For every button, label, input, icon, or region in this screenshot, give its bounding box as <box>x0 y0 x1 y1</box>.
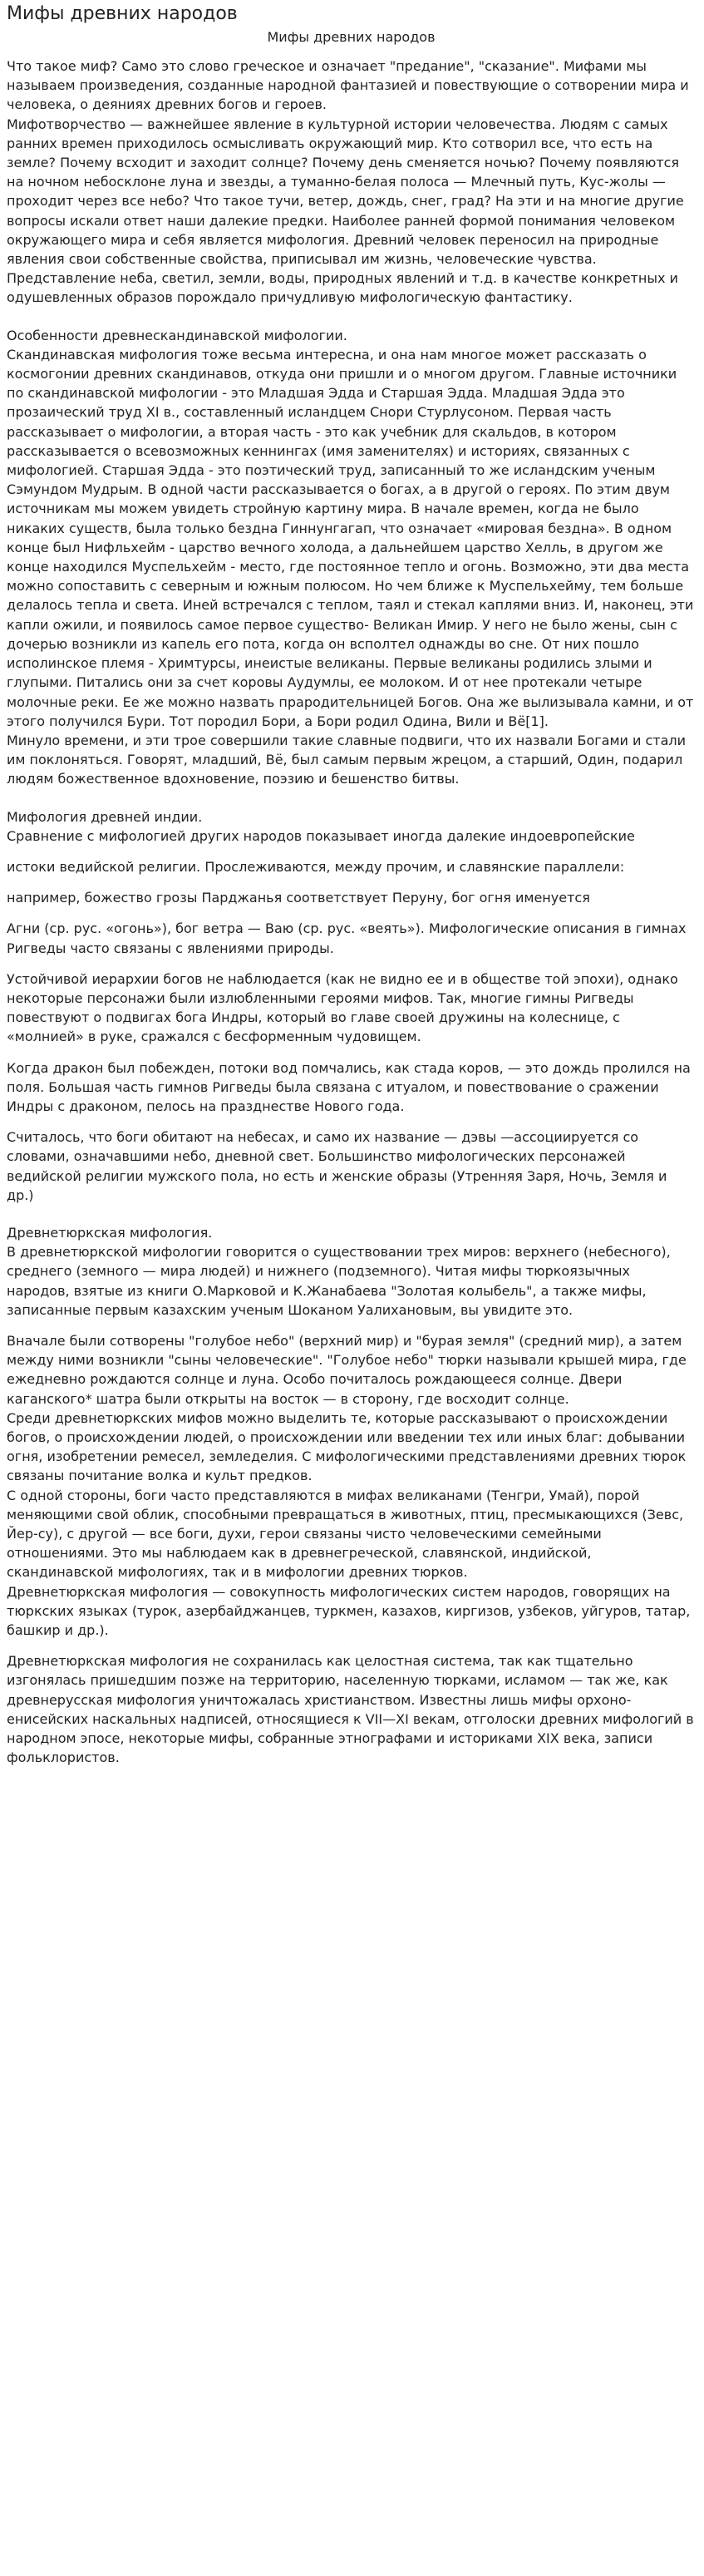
page-title: Мифы древних народов <box>7 3 238 24</box>
paragraph-scandinavian-edda: Скандинавская мифология тоже весьма интересна, и она нам многое может рассказать о космогонии древних скандинавов, откуда они пришли и о многом другом. Главные источники по скандинавской мифологии - это Младшая Эдда и Старшая Эдда. Младшая Эдда это прозаический труд XI в., составленный исландцем Снори Стурлусоном. Первая часть рассказывает о мифологии, а вторая часть - это как учебник для скальдов, в котором рассказывается о всевозможных кеннингах (имя заменителях) и историях, связанных с мифологией. Старшая Эдда - это поэтический труд, записанный то же исландским ученым Сэмундом Мудрым. В одной части рассказывается о богах, а в другой о героях. По этим двум источникам мы можем увидеть стройную картину мира. В начале времен, когда не было никаких существ, была только бездна Гиннунгагап, что означает «мировая бездна». В одном конце был Нифльхейм - царство вечного холода, а дальнейшем царство Хелль, в другом же конце находился Муспельхейм - место, где постоянное тепло и огонь. Возможно, эти два места можно сопоставить с северным и южным полюсом. Но чем ближе к Муспельхейму, тем больше делалось тепла и света. Иней встречался с теплом, таял и стекал каплями вниз. И, наконец, эти капли ожили, и появилось самое первое существо- Великан Имир. У него не было жены, сын с дочерью возникли из капель его пота, когда он всполтел однажды во сне. От них пошло исполинское племя - Хримтурсы, инеистые великаны. Первые великаны родились злыми и глупыми. Питались они за счет коровы Аудумлы, ее молоком. И от нее протекали четыре молочные реки. Ее же можно назвать прародительницей Богов. Она же вылизывала камни, и от этого получился Бури. Тот породил Бори, а Бори родил Одина, Вили и Вё[1]. <box>7 346 694 729</box>
article-subtitle: Мифы древних народов <box>267 29 436 45</box>
section-heading-turkic: Древнетюркская мифология. <box>7 1224 213 1241</box>
paragraph-india-agni: Агни (ср. рус. «огонь»), бог ветра — Ваю (ср. рус. «веять»). Мифологические описания в гимнах Ригведы часто связаны с явлениями природы. <box>7 920 687 956</box>
paragraph-scandinavian-gods: Минуло времени, и эти трое совершили такие славные подвиги, что их назвали Богами и стали им поклоняться. Говорят, младший, Вё, был самым первым жрецом, а старший, Один, подарил людям божественное вдохновение, поэзию и бешенство битвы. <box>7 732 687 787</box>
paragraph-turkic-definition: Древнетюркская мифология — совокупность мифологических систем народов, говорящих на тюркских языках (турок, азербайджанцев, туркмен, казахов, киргизов, узбеков, уйгуров, татар, башкир и др.). <box>7 1583 691 1639</box>
article-body <box>7 57 696 1767</box>
section-heading-scandinavian: Особенности древнескандинавской мифологии. <box>7 327 347 343</box>
paragraph-india-parjanya: например, божество грозы Парджанья соответствует Перуну, бог огня именуется <box>7 890 590 906</box>
paragraph-india-dragon: Когда дракон был побежден, потоки вод помчались, как стада коров, — это дождь пролился на поля. Большая часть гимнов Ригведы была связана с итуалом, и повествование о сражении Индры с драконом, пелось на празднестве Нового года. <box>7 1059 691 1114</box>
paragraph-india-comparison: Сравнение с мифологией других народов показывает иногда далекие индоевропейские <box>7 827 635 844</box>
paragraph-myth-definition: Что такое миф? Само это слово греческое и означает "предание", "сказание". Мифами мы называем произведения, созданные народной фантазией и повествующие о сотворении мира и человека, о деяниях древних богов и героев. <box>7 58 689 113</box>
paragraph-myth-creation: Мифотворчество — важнейшее явление в культурной истории человечества. Людям с самых ранних времен приходилось осмысливать окружающий мир. Кто сотворил все, что есть на земле? Почему всходит и заходит солнце? Почему день сменяется ночью? Почему появляются на ночном небосклоне луна и звезды, а туманно-белая полоса — Млечный путь, Кус-жолы — проходит через все небо? Что такое тучи, ветер, дождь, снег, град? На эти и на многие другие вопросы искали ответ наши далекие предки. Наиболее ранней формой понимания человеком окружающего мира и себя является мифология. Древний человек переносил на природные явления свои собственные свойства, приписывал им жизнь, человеческие чувства. Представление неба, светил, земли, воды, природных явлений и т.д. в качестве конкретных и одушевленных образов порождало причудливую мифологическую фантастику. <box>7 116 684 306</box>
section-heading-india: Мифология древней индии. <box>7 808 203 825</box>
paragraph-turkic-myth-types: Среди древнетюркских мифов можно выделить те, которые рассказывают о происхождении богов, о происхождении людей, о происхождении или введении тех или иных благ: добывании огня, изобретении ремесел, земледелия. С мифологическими представлениями древних тюрок связаны почитание волка и культ предков. <box>7 1409 687 1484</box>
paragraph-turkic-three-worlds: В древнетюркской мифологии говорится о существовании трех миров: верхнего (небесного), среднего (земного — мира людей) и нижнего (подземного). Читая мифы тюркоязычных народов, взятые из книги О.Марковой и К.Жанабаева "Золотая колыбель", а также мифы, записанные первым казахским ученым Шоканом Уалихановым, вы увидите это. <box>7 1244 671 1318</box>
paragraph-india-indra: Устойчивой иерархии богов не наблюдается (как не видно ее и в обществе той эпохи), однако некоторые персонажи были излюбленными героями мифов. Так, многие гимны Ригведы повествуют о подвигах бога Индры, который во главе своей дружины на колеснице, с «молнией» в руке, сражался с бесформенным чудовищем. <box>7 970 678 1045</box>
paragraph-turkic-blue-sky: Вначале были сотворены "голубое небо" (верхний мир) и "бурая земля" (средний мир), а затем между ними возникли "сыны человеческие". "Голубое небо" тюрки называли крышей мира, где ежедневно рождаются солнце и луна. Особо почиталось рождающееся солнце. Двери каганского* шатра были открыты на восток — в сторону, где восходит солнце. <box>7 1332 687 1407</box>
paragraph-turkic-preservation: Древнетюркская мифология не сохранилась как целостная система, так как тщательно изгонялась пришедшим позже на территорию, населенную тюрками, исламом — так же, как древнерусская мифология уничтожалась христианством. Известны лишь мифы орхоно-енисейских наскальных надписей, относящиеся к VII—XI векам, отголоски древних мифологий в народном эпосе, некоторые мифы, собранные этнографами и историками XIX века, записи фольклористов. <box>7 1653 694 1766</box>
paragraph-india-devas: Считалось, что боги обитают на небесах, и само их название — дэвы —ассоциируется со словами, означавшими небо, дневной свет. Большинство мифологических персонажей ведийской религии мужского пола, но есть и женские образы (Утренняя Заря, Ночь, Земля и др.) <box>7 1129 667 1203</box>
paragraph-india-vedic-sources: истоки ведийской религии. Прослеживаются, между прочим, и славянские параллели: <box>7 858 625 875</box>
paragraph-turkic-gods: С одной стороны, боги часто представляются в мифах великанами (Тенгри, Умай), порой меняющими свой облик, способными превращаться в животных, птиц, пресмыкающихся (Зевс, Йер-су), с другой — все боги, духи, герои связаны чисто человеческими семейными отношениями. Это мы наблюдаем как в древнегреческой, славянской, индийской, скандинавской мифологиях, так и в мифологии древних тюрков. <box>7 1487 684 1581</box>
